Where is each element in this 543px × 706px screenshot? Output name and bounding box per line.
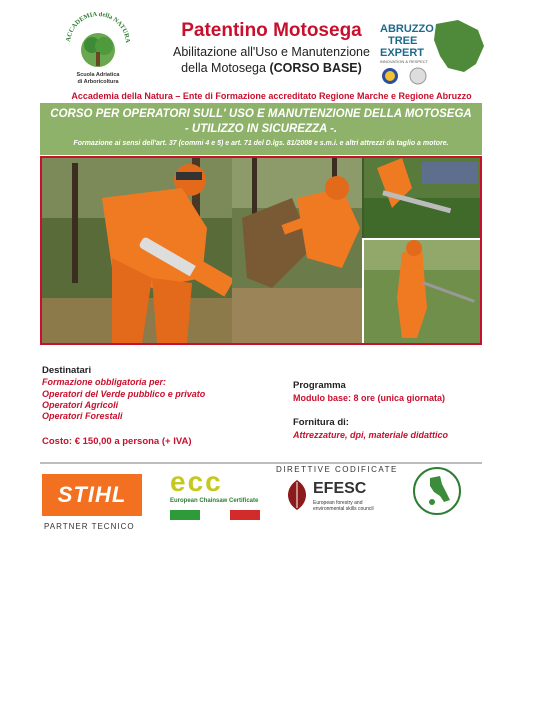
svg-text:TREE: TREE — [388, 35, 418, 47]
accreditation-note: Accademia della Natura – Ente di Formazione accreditato Regione Marche e Regione Abruzzo — [71, 91, 472, 101]
banner-legal-line: Formazione ai sensi dell'art. 37 (commi 4 e 5) e art. 71 del D.lgs. 81/2008 e s.m.i. e altri attrezzi da taglio a motore. — [73, 140, 449, 147]
course-cost: Costo: € 150,00 a persona (+ IVA) — [42, 436, 192, 447]
fornitura-value: Attrezzature, dpi, materiale didattico — [293, 430, 449, 440]
divider — [40, 462, 482, 464]
subtitle-line1: Abilitazione all'Uso e Manutenzione — [173, 45, 370, 59]
stihl-logo: STIHL — [42, 474, 142, 516]
course-level: (CORSO BASE) — [269, 61, 362, 75]
photo-collage-art — [42, 158, 480, 343]
programma-label: Programma — [293, 380, 346, 391]
destinatari-label: Destinatari — [42, 365, 92, 376]
fornitura-label: Fornitura di: — [293, 417, 349, 428]
destinatari-line: Operatori Agricoli — [42, 400, 119, 410]
destinatari-line: Formazione obbligatoria per: — [42, 377, 167, 387]
banner-line2: - UTILIZZO IN SICUREZZA -. — [184, 123, 338, 135]
efesc-subtitle-1: European forestry and — [313, 500, 363, 506]
ecc-letters: ecc — [170, 466, 223, 497]
page-title: Patentino Motosega — [181, 20, 362, 41]
efesc-logo — [285, 478, 400, 518]
efesc-name: EFESC — [313, 480, 367, 497]
svg-text:Scuola Adriatica: Scuola Adriatica — [76, 72, 120, 78]
svg-text:ABRUZZO: ABRUZZO — [380, 23, 434, 35]
course-banner — [40, 103, 482, 155]
italy-map-seal-logo — [412, 466, 462, 516]
ecc-logo — [170, 468, 260, 518]
abruzzo-tree-expert-logo — [378, 16, 488, 88]
svg-text:EXPERT: EXPERT — [380, 47, 425, 59]
efesc-subtitle-2: environmental skills council — [313, 506, 374, 512]
destinatari-line: Operatori Forestali — [42, 411, 123, 421]
banner-line1: CORSO PER OPERATORI SULL' USO E MANUTENZIONE DELLA MOTOSEGA — [50, 108, 472, 120]
leaf-icon — [285, 480, 309, 510]
destinatari-line: Operatori del Verde pubblico e privato — [42, 389, 206, 399]
partner-label: PARTNER TECNICO — [44, 522, 135, 531]
svg-text:ACCADEMIA della NATURA: ACCADEMIA della NATURA — [65, 12, 132, 44]
programma-value: Modulo base: 8 ore (unica giornata) — [293, 393, 446, 403]
svg-text:INNOVATION & RESPECT: INNOVATION & RESPECT — [380, 59, 429, 64]
ecc-caption: European Chainsaw Certificate — [170, 498, 259, 504]
svg-text:di Arboricoltura: di Arboricoltura — [77, 79, 119, 85]
direttive-label: DIRETTIVE CODIFICATE — [276, 465, 398, 474]
chainsaw-photo-collage — [40, 156, 482, 345]
subtitle-line2: della Motosega — [181, 61, 270, 75]
ecc-flag-stripes — [170, 510, 260, 522]
